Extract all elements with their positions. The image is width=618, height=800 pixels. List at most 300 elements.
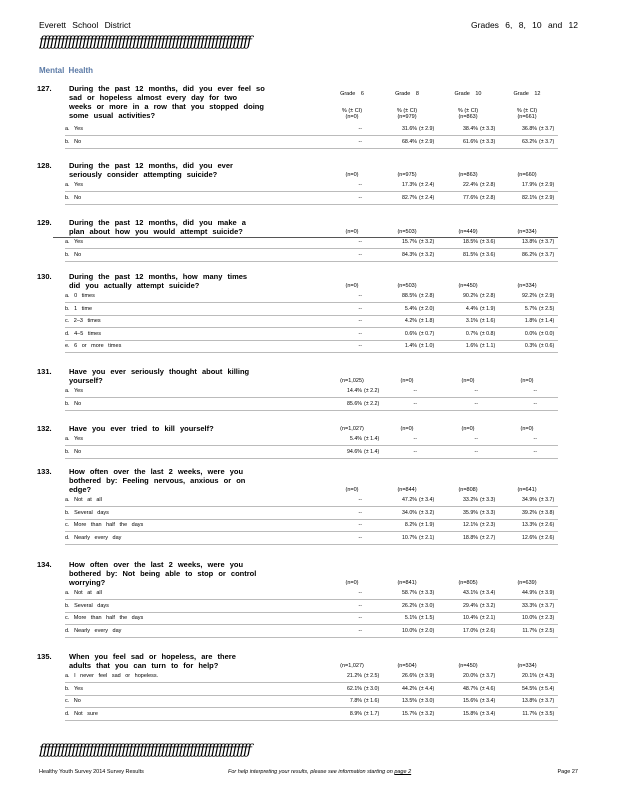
cell-confidence-interval: (± 3.0)	[419, 698, 435, 704]
data-cell	[377, 401, 437, 409]
grade-column-header: Grade 10	[454, 91, 482, 97]
data-cell	[377, 318, 437, 326]
cell-percent: 22.4%	[462, 182, 478, 188]
data-cell	[438, 522, 498, 530]
cell-confidence-interval: (± 2.9)	[419, 126, 435, 132]
data-cell	[322, 436, 382, 444]
question-text-line: During the past 12 months, did you make a	[69, 218, 246, 227]
data-cell	[438, 331, 498, 339]
cell-percent: 81.5%	[462, 251, 478, 258]
answer-option-label: d. Nearly every day	[65, 627, 122, 634]
question-text-line: weeks or more in a row that you stopped doing	[69, 102, 264, 111]
cell-confidence-interval: (± 3.3)	[419, 590, 435, 596]
sample-size: (n=0)	[461, 426, 475, 432]
question-text-line: adults that you can turn to for help?	[69, 661, 219, 670]
row-rule	[65, 695, 558, 696]
cell-confidence-interval: (± 2.6)	[539, 522, 555, 528]
row-rule	[65, 531, 558, 532]
cell-percent: 26.6%	[401, 673, 417, 679]
answer-option-label: b. Several days	[65, 509, 109, 516]
cell-percent: 10.0%	[521, 615, 537, 621]
data-cell	[438, 195, 498, 203]
footer-survey-title: Healthy Youth Survey 2014 Survey Results	[39, 769, 144, 775]
cell-confidence-interval: (± 0.8)	[480, 330, 496, 337]
data-cell	[322, 449, 382, 457]
cell-confidence-interval: (± 2.3)	[480, 522, 496, 528]
data-cell	[438, 711, 498, 719]
data-cell	[377, 590, 437, 598]
answer-option-label: b. No	[65, 138, 82, 145]
cell-percent: 0.0%	[524, 330, 537, 337]
cell-percent: 11.7%	[522, 710, 537, 717]
cell-percent: 38.4%	[462, 126, 478, 132]
cell-confidence-interval: (± 3.4)	[480, 590, 496, 596]
answer-option-label: a. I never feel sad or hopeless.	[65, 673, 159, 679]
data-cell	[377, 343, 437, 351]
answer-option-label: b. No	[65, 400, 82, 407]
data-cell	[497, 401, 557, 409]
question-text-line: How often over the last 2 weeks, were you	[69, 467, 244, 476]
cell-confidence-interval: (± 3.7)	[480, 673, 496, 679]
data-cell	[322, 615, 382, 623]
question-text-line: bothered by: Not being able to stop or control	[69, 569, 257, 578]
cell-confidence-interval: (± 0.6)	[539, 343, 555, 349]
cell-percent: --	[358, 194, 362, 201]
data-cell	[377, 628, 437, 636]
question-text-line: yourself?	[69, 376, 103, 385]
sample-size: (n=808)	[458, 487, 478, 493]
cell-percent: 0.3%	[524, 343, 537, 349]
cell-confidence-interval: (± 1.6)	[480, 318, 496, 324]
data-cell	[497, 293, 557, 301]
cell-confidence-interval: (± 1.7)	[364, 710, 380, 717]
row-rule	[65, 302, 558, 303]
cell-percent: 5.7%	[524, 305, 537, 312]
cell-confidence-interval: (± 1.4)	[364, 448, 380, 455]
question-divider	[53, 237, 558, 238]
row-rule	[65, 682, 558, 683]
data-cell	[438, 252, 498, 260]
row-rule	[65, 135, 558, 136]
answer-option-label: b. 1 time	[65, 305, 93, 312]
sample-size: (n=841)	[397, 580, 417, 586]
cell-confidence-interval: (± 2.9)	[419, 138, 435, 145]
sample-size: (n=639)	[517, 580, 537, 586]
sample-size: (n=641)	[517, 487, 537, 493]
grade-column-header: Grade 8	[395, 91, 419, 97]
cell-confidence-interval: (± 3.6)	[480, 239, 496, 245]
data-cell	[497, 252, 557, 260]
data-cell	[377, 306, 437, 314]
page-2-link[interactable]: page 2	[394, 769, 412, 775]
answer-option-label: a. Yes	[65, 436, 83, 442]
stat-column-header: % (± CI)	[396, 108, 418, 114]
sample-size: (n=1,027)	[340, 663, 364, 669]
cell-percent: --	[533, 400, 537, 407]
cell-percent: --	[358, 305, 362, 312]
data-cell	[438, 293, 498, 301]
data-cell	[377, 522, 437, 530]
data-cell	[377, 535, 437, 543]
data-cell	[322, 522, 382, 530]
question-text-line: When you feel sad or hopeless, are there	[69, 652, 236, 661]
district-name: Everett School District	[39, 20, 131, 30]
data-cell	[377, 139, 437, 147]
data-cell	[438, 239, 498, 247]
answer-option-label: a. Not at all	[65, 590, 102, 596]
cell-percent: 58.7%	[401, 590, 417, 596]
sample-size: (n=1,027)	[340, 426, 364, 432]
data-cell	[497, 603, 557, 611]
data-cell	[322, 343, 382, 351]
cell-percent: --	[413, 400, 417, 407]
stat-column-header: % (± CI)	[457, 108, 479, 114]
cell-percent: 5.4%	[349, 436, 362, 442]
answer-option-label: d. 4–5 times	[65, 330, 101, 337]
cell-confidence-interval: (± 1.1)	[480, 343, 496, 349]
data-cell	[438, 698, 498, 706]
cell-percent: 11.7%	[522, 627, 537, 634]
cell-percent: 4.2%	[404, 318, 417, 324]
data-cell	[438, 306, 498, 314]
row-rule	[65, 410, 558, 411]
answer-option-label: b. No	[65, 448, 82, 455]
cell-confidence-interval: (± 3.2)	[419, 509, 435, 516]
sample-size: (n=979)	[397, 114, 417, 120]
cell-percent: --	[358, 534, 362, 541]
question-text-line: some usual activities?	[69, 111, 156, 120]
data-cell	[438, 436, 498, 444]
data-cell	[322, 686, 382, 694]
cell-percent: 17.3%	[401, 182, 417, 188]
sample-size: (n=0)	[520, 426, 534, 432]
cell-percent: 1.8%	[524, 318, 537, 324]
data-cell	[377, 388, 437, 396]
data-cell	[497, 449, 557, 457]
question-text-line: During the past 12 months, did you ever feel so	[69, 84, 265, 93]
data-cell	[438, 318, 498, 326]
cell-confidence-interval: (± 3.3)	[480, 509, 496, 516]
cell-confidence-interval: (± 3.9)	[419, 673, 435, 679]
data-cell	[438, 388, 498, 396]
cell-confidence-interval: (± 2.2)	[364, 388, 380, 394]
cell-percent: 88.5%	[401, 293, 417, 299]
data-cell	[438, 628, 498, 636]
cell-percent: --	[413, 436, 417, 442]
cell-percent: 18.8%	[462, 534, 478, 541]
data-cell	[438, 615, 498, 623]
data-cell	[438, 535, 498, 543]
row-rule	[65, 458, 558, 459]
cell-percent: 92.2%	[521, 293, 537, 299]
data-cell	[322, 252, 382, 260]
question-text-line: During the past 12 months, did you ever	[69, 161, 233, 170]
cell-confidence-interval: (± 2.3)	[539, 615, 555, 621]
data-cell	[438, 343, 498, 351]
question-text-line: Have you ever seriously thought about killing	[69, 367, 250, 376]
cell-percent: --	[358, 522, 362, 528]
question-text-line: plan about how you would attempt suicide?	[69, 227, 243, 236]
cell-percent: 10.4%	[462, 615, 478, 621]
cell-confidence-interval: (± 3.2)	[419, 251, 435, 258]
cell-percent: 10.7%	[401, 534, 417, 541]
cell-percent: --	[358, 293, 362, 299]
row-rule	[65, 707, 558, 708]
sample-size: (n=805)	[458, 580, 478, 586]
data-cell	[497, 126, 557, 134]
sample-size: (n=863)	[458, 114, 478, 120]
cell-percent: 15.6%	[462, 698, 478, 704]
cell-confidence-interval: (± 3.2)	[419, 239, 435, 245]
row-rule	[65, 624, 558, 625]
data-cell	[377, 711, 437, 719]
cell-percent: 17.0%	[462, 627, 478, 634]
sample-size: (n=503)	[397, 283, 417, 289]
answer-option-label: d. Not sure	[65, 710, 98, 717]
row-rule	[65, 191, 558, 192]
data-cell	[497, 510, 557, 518]
cell-confidence-interval: (± 2.5)	[364, 673, 380, 679]
sample-size: (n=0)	[345, 283, 359, 289]
answer-option-label: c. More than half the days	[65, 522, 144, 528]
grades-label: Grades 6, 8, 10 and 12	[471, 20, 578, 30]
grade-column-header: Grade 6	[340, 91, 364, 97]
cell-confidence-interval: (± 0.7)	[419, 330, 435, 337]
cell-confidence-interval: (± 3.7)	[539, 602, 555, 609]
data-cell	[322, 535, 382, 543]
grade-column-header: Grade 12	[513, 91, 541, 97]
sample-size: (n=450)	[458, 283, 478, 289]
row-rule	[65, 261, 558, 262]
cell-percent: 90.2%	[462, 293, 478, 299]
cell-confidence-interval: (± 2.8)	[480, 194, 496, 201]
row-rule	[65, 506, 558, 507]
cell-percent: 13.3%	[521, 522, 537, 528]
cell-percent: 20.0%	[462, 673, 478, 679]
data-cell	[438, 497, 498, 505]
cell-confidence-interval: (± 2.5)	[539, 305, 555, 312]
sample-size: (n=0)	[345, 580, 359, 586]
data-cell	[377, 331, 437, 339]
cell-confidence-interval: (± 2.1)	[419, 534, 435, 541]
data-cell	[322, 195, 382, 203]
cell-confidence-interval: (± 3.7)	[539, 239, 555, 245]
cell-percent: 5.4%	[404, 305, 417, 312]
data-cell	[438, 401, 498, 409]
cell-confidence-interval: (± 3.7)	[539, 126, 555, 132]
cell-confidence-interval: (± 4.6)	[480, 685, 496, 692]
row-rule	[65, 612, 558, 613]
cell-percent: 77.6%	[462, 194, 478, 201]
cell-percent: 21.2%	[346, 673, 362, 679]
data-cell	[322, 318, 382, 326]
cell-confidence-interval: (± 2.7)	[480, 534, 496, 541]
data-cell	[322, 698, 382, 706]
cell-percent: 13.8%	[521, 239, 537, 245]
cell-percent: --	[533, 388, 537, 394]
answer-option-label: a. Yes	[65, 182, 83, 188]
data-cell	[438, 673, 498, 681]
cell-percent: 12.6%	[521, 534, 537, 541]
cell-confidence-interval: (± 3.0)	[364, 685, 380, 692]
cell-confidence-interval: (± 3.7)	[539, 138, 555, 145]
data-cell	[438, 139, 498, 147]
sample-size: (n=334)	[517, 663, 537, 669]
cell-percent: 84.3%	[401, 251, 417, 258]
footer-help-sentence: For help interpreting your results, please see information starting on	[228, 769, 393, 775]
cell-confidence-interval: (± 1.8)	[419, 318, 435, 324]
data-cell	[438, 182, 498, 190]
data-cell	[438, 126, 498, 134]
data-cell	[377, 615, 437, 623]
data-cell	[377, 195, 437, 203]
sample-size: (n=0)	[520, 378, 534, 384]
cell-confidence-interval: (± 3.5)	[539, 710, 555, 717]
sample-size: (n=449)	[458, 229, 478, 235]
cell-percent: 8.2%	[404, 522, 417, 528]
stat-column-header: % (± CI)	[516, 108, 538, 114]
cell-percent: --	[413, 388, 417, 394]
answer-option-label: a. Yes	[65, 388, 83, 394]
data-cell	[322, 126, 382, 134]
cell-confidence-interval: (± 3.7)	[539, 698, 555, 704]
cell-percent: 20.1%	[521, 673, 537, 679]
cell-percent: 36.8%	[521, 126, 537, 132]
question-number: 129.	[37, 218, 52, 227]
question-text-line: sad or hopeless almost every day for two	[69, 93, 238, 102]
cell-percent: --	[358, 126, 362, 132]
data-cell	[322, 510, 382, 518]
cell-percent: 94.6%	[346, 448, 362, 455]
data-cell	[497, 535, 557, 543]
question-text-line: During the past 12 months, how many times	[69, 272, 248, 281]
row-rule	[65, 544, 558, 545]
cell-confidence-interval: (± 2.8)	[480, 182, 496, 188]
data-cell	[377, 252, 437, 260]
question-number: 130.	[37, 272, 52, 281]
cell-percent: 7.8%	[349, 698, 362, 704]
data-cell	[377, 603, 437, 611]
data-cell	[438, 686, 498, 694]
cell-confidence-interval: (± 3.0)	[419, 602, 435, 609]
cell-percent: --	[358, 239, 362, 245]
data-cell	[497, 318, 557, 326]
cell-percent: --	[358, 182, 362, 188]
cell-confidence-interval: (± 2.6)	[539, 534, 555, 541]
data-cell	[377, 686, 437, 694]
question-text-line: edge?	[69, 485, 92, 494]
row-rule	[65, 637, 558, 638]
answer-option-label: b. No	[65, 194, 82, 201]
cell-confidence-interval: (± 1.4)	[539, 318, 555, 324]
question-number: 128.	[37, 161, 52, 170]
data-cell	[497, 711, 557, 719]
data-cell	[497, 615, 557, 623]
sample-size: (n=660)	[517, 172, 537, 178]
cell-percent: 33.3%	[521, 602, 537, 609]
cell-confidence-interval: (± 2.9)	[539, 194, 555, 201]
data-cell	[377, 126, 437, 134]
cell-percent: 43.1%	[462, 590, 478, 596]
data-cell	[497, 388, 557, 396]
data-cell	[322, 673, 382, 681]
data-cell	[322, 139, 382, 147]
answer-option-label: a. Yes	[65, 239, 83, 245]
row-rule	[65, 315, 558, 316]
question-number: 134.	[37, 560, 52, 569]
answer-option-label: a. Not at all	[65, 497, 102, 503]
header-decoration: ƒƒƒƒƒƒƒƒƒƒƒƒƒƒƒƒƒƒƒƒƒƒƒƒƒƒƒƒƒƒƒƒƒƒƒƒƒƒƒƒƒƒƒƒƒƒƒƒƒƒƒƒƒƒƒƒƒƒƒ	[39, 34, 251, 50]
cell-percent: --	[474, 448, 478, 455]
cell-percent: 15.8%	[462, 710, 478, 717]
cell-percent: 13.5%	[401, 698, 417, 704]
cell-percent: 1.6%	[465, 343, 478, 349]
data-cell	[377, 293, 437, 301]
data-cell	[322, 331, 382, 339]
data-cell	[438, 603, 498, 611]
cell-confidence-interval: (± 4.3)	[539, 673, 555, 679]
cell-percent: 18.5%	[462, 239, 478, 245]
cell-percent: --	[474, 388, 478, 394]
cell-percent: 35.9%	[462, 509, 478, 516]
cell-percent: 48.7%	[462, 685, 478, 692]
cell-confidence-interval: (± 2.4)	[419, 194, 435, 201]
cell-percent: 15.7%	[401, 239, 417, 245]
cell-confidence-interval: (± 2.0)	[419, 305, 435, 312]
data-cell	[497, 673, 557, 681]
data-cell	[322, 306, 382, 314]
cell-percent: 0.6%	[404, 330, 417, 337]
row-rule	[65, 327, 558, 328]
row-rule	[65, 248, 558, 249]
cell-confidence-interval: (± 3.4)	[480, 710, 496, 717]
cell-confidence-interval: (± 2.8)	[480, 293, 496, 299]
data-cell	[497, 522, 557, 530]
cell-percent: --	[358, 627, 362, 634]
data-cell	[438, 449, 498, 457]
cell-percent: 17.9%	[521, 182, 537, 188]
answer-option-label: a. 0 times	[65, 293, 95, 299]
cell-percent: --	[533, 448, 537, 455]
cell-percent: 1.4%	[404, 343, 417, 349]
sample-size: (n=975)	[397, 172, 417, 178]
cell-confidence-interval: (± 2.4)	[419, 182, 435, 188]
data-cell	[497, 628, 557, 636]
cell-percent: --	[533, 436, 537, 442]
section-title: Mental Health	[39, 66, 94, 75]
cell-confidence-interval: (± 3.4)	[480, 698, 496, 704]
cell-percent: --	[474, 436, 478, 442]
cell-percent: 5.1%	[404, 615, 417, 621]
cell-confidence-interval: (± 3.7)	[539, 251, 555, 258]
sample-size: (n=0)	[345, 487, 359, 493]
question-text-line: did you actually attempt suicide?	[69, 281, 200, 290]
cell-percent: --	[358, 138, 362, 145]
row-rule	[65, 599, 558, 600]
cell-confidence-interval: (± 0.0)	[539, 330, 555, 337]
cell-percent: --	[358, 343, 362, 349]
data-cell	[377, 497, 437, 505]
sample-size: (n=844)	[397, 487, 417, 493]
cell-percent: --	[358, 497, 362, 503]
data-cell	[497, 497, 557, 505]
cell-percent: 10.0%	[401, 627, 417, 634]
cell-percent: 54.5%	[521, 685, 537, 692]
sample-size: (n=0)	[400, 378, 414, 384]
cell-percent: 14.4%	[346, 388, 362, 394]
data-cell	[377, 673, 437, 681]
answer-option-label: b. Several days	[65, 602, 109, 609]
